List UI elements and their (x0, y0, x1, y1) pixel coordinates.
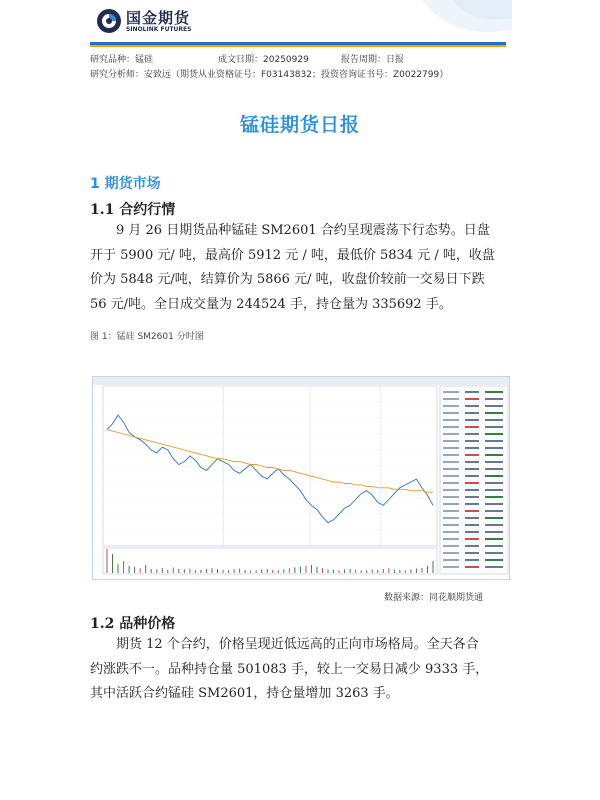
panel-row-value (465, 405, 479, 407)
panel-row-value (485, 440, 503, 442)
panel-row-label (443, 496, 459, 498)
panel-row-value (485, 461, 503, 463)
panel-row-value (465, 475, 479, 477)
paragraph-line: 约涨跌不一。品种持仓量 501083 手，较上一交易日减少 9333 手， (90, 661, 489, 677)
panel-row-value (485, 405, 503, 407)
section-heading: 1 期货市场 (90, 176, 161, 192)
panel-row-value (485, 552, 503, 554)
header-decoration (392, 0, 512, 44)
panel-row-label (443, 391, 459, 393)
panel-row-value (485, 454, 503, 456)
paragraph-line: 价为 5848 元/吨，结算价为 5866 元/ 吨，收盘价较前一交易日下跌 (90, 272, 485, 287)
panel-row-value (485, 426, 503, 428)
panel-row-label (443, 426, 459, 428)
header-rule-orange (90, 45, 506, 47)
panel-row-value (485, 412, 503, 414)
panel-row-value (485, 398, 503, 400)
data-source: 数据来源：同花顺期货通 (384, 593, 484, 603)
panel-row-value (465, 468, 479, 470)
panel-row-label (443, 517, 459, 519)
panel-row-value (485, 496, 503, 498)
panel-row-value (465, 482, 479, 484)
panel-row-value (485, 566, 503, 568)
panel-row-value (485, 524, 503, 526)
panel-row-label (443, 545, 459, 547)
chart-svg (93, 377, 509, 579)
panel-row-value (465, 433, 479, 435)
panel-row-value (465, 559, 479, 561)
panel-row-label (443, 510, 459, 512)
panel-row-label (443, 468, 459, 470)
panel-row-value (465, 517, 479, 519)
panel-row-value (485, 510, 503, 512)
panel-row-value (485, 468, 503, 470)
panel-row-label (443, 538, 459, 540)
panel-row-label (443, 447, 459, 449)
panel-row-label (443, 440, 459, 442)
meta-analyst: 研究分析师：安致远（期货从业资格证号：F03143832；投资咨询证书号：Z0022799） (90, 70, 449, 80)
panel-row-value (485, 545, 503, 547)
subsection-heading-price: 1.2 品种价格 (90, 616, 176, 632)
subsection-heading-contract: 1.1 合约行情 (90, 202, 176, 218)
panel-row-value (465, 552, 479, 554)
logo-mark-icon (96, 8, 122, 34)
panel-row-value (465, 524, 479, 526)
panel-row-label (443, 566, 459, 568)
paragraph-line: 其中活跃合约锰硅 SM2601，持仓量增加 3263 手。 (90, 686, 399, 701)
panel-row-value (465, 545, 479, 547)
paragraph-contract (90, 219, 510, 317)
panel-row-value (485, 517, 503, 519)
panel-row-value (485, 447, 503, 449)
panel-row-label (443, 489, 459, 491)
panel-row-value (465, 461, 479, 463)
panel-row-label (443, 552, 459, 554)
panel-row-label (443, 524, 459, 526)
panel-row-value (485, 503, 503, 505)
paragraph-line: 期货 12 个合约，价格呈现近低远高的正向市场格局。全天各合 (116, 637, 479, 652)
logo-text: 国金期货 (126, 9, 191, 27)
panel-row-label (443, 412, 459, 414)
panel-row-value (485, 475, 503, 477)
panel-row-value (485, 433, 503, 435)
panel-row-label (443, 454, 459, 456)
panel-row-label (443, 461, 459, 463)
panel-row-label (443, 433, 459, 435)
meta-period: 报告周期：日报 (341, 55, 405, 65)
panel-row-value (485, 538, 503, 540)
panel-row-value (465, 426, 479, 428)
panel-row-label (443, 419, 459, 421)
panel-row-label (443, 475, 459, 477)
chart-toolbar (93, 377, 509, 385)
panel-row-value (465, 566, 479, 568)
panel-row-value (465, 391, 479, 393)
meta-variety: 研究品种：锰硅 (90, 55, 154, 65)
panel-row-value (465, 496, 479, 498)
panel-row-label (443, 559, 459, 561)
panel-row-label (443, 531, 459, 533)
panel-row-value (465, 412, 479, 414)
panel-row-value (485, 419, 503, 421)
paragraph-line: 56 元/吨。全日成交量为 244524 手，持仓量为 335692 手。 (90, 296, 452, 312)
paragraph-line: 开于 5900 元/ 吨，最高价 5912 元 / 吨，最低价 5834 元 / 吨，收盘 (90, 247, 495, 263)
panel-row-value (465, 531, 479, 533)
paragraph-price (90, 633, 510, 707)
panel-row-label (443, 405, 459, 407)
panel-row-value (465, 440, 479, 442)
panel-row-label (443, 503, 459, 505)
volume-area (103, 548, 437, 574)
meta-date: 成文日期：20250929 (218, 55, 309, 65)
panel-row-value (485, 482, 503, 484)
panel-row-value (485, 489, 503, 491)
panel-row-label (443, 398, 459, 400)
panel-row-value (465, 447, 479, 449)
panel-row-value (465, 489, 479, 491)
document-title: 锰硅期货日报 (239, 114, 360, 136)
paragraph-line: 9 月 26 日期货品种锰硅 SM2601 合约呈现震荡下行态势。日盘 (116, 223, 490, 238)
panel-row-value (485, 531, 503, 533)
panel-row-value (465, 538, 479, 540)
intraday-chart (92, 376, 510, 580)
panel-row-label (443, 482, 459, 484)
panel-row-value (465, 419, 479, 421)
panel-row-value (485, 559, 503, 561)
panel-row-value (465, 503, 479, 505)
logo-subtext: SINOLINK FUTURES (126, 26, 192, 33)
panel-row-value (465, 398, 479, 400)
figure-caption: 图 1：锰硅 SM2601 分时图 (90, 332, 204, 342)
panel-row-value (465, 454, 479, 456)
panel-row-value (485, 391, 503, 393)
panel-row-value (465, 510, 479, 512)
